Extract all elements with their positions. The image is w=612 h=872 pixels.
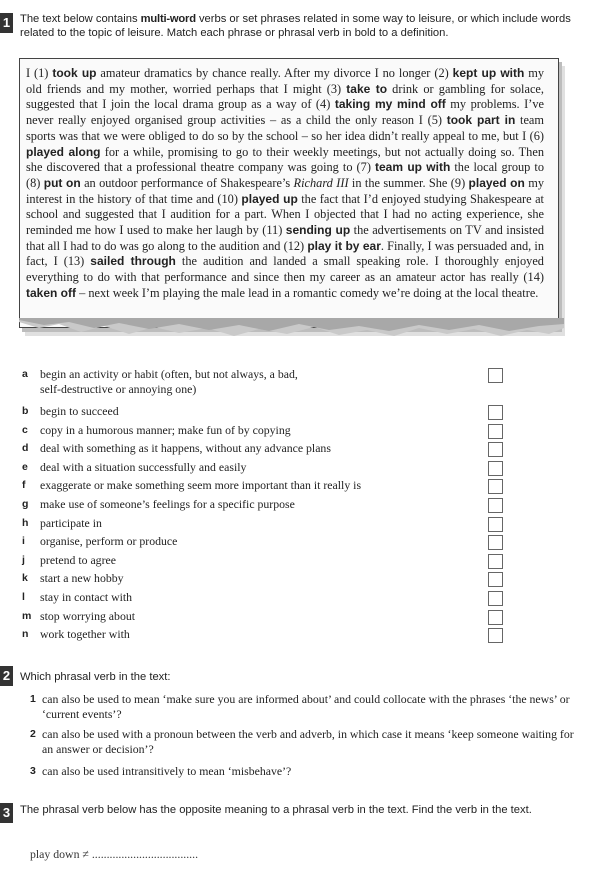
definition-row bbox=[22, 460, 582, 479]
answer-checkbox[interactable] bbox=[488, 461, 503, 476]
definition-row bbox=[22, 590, 582, 609]
definition-text: start a new hobby bbox=[40, 571, 124, 586]
phrasal-verb: played along bbox=[26, 144, 101, 159]
definition-text: deal with a situation successfully and easily bbox=[40, 459, 247, 474]
italic-title: Richard III bbox=[293, 175, 349, 190]
exercise-2-instruction: Which phrasal verb in the text: bbox=[20, 671, 171, 683]
passage-text: the local group to (8) bbox=[26, 160, 544, 190]
phrasal-verb: sending up bbox=[285, 223, 351, 238]
definition-row bbox=[22, 571, 582, 590]
definitions-list bbox=[22, 367, 582, 646]
phrasal-verb: played up bbox=[241, 191, 298, 206]
definition-letter: c bbox=[22, 423, 28, 436]
exercise-3-number: 3 bbox=[0, 803, 13, 823]
passage-text: an outdoor performance of Shakespeare’s bbox=[80, 175, 294, 190]
phrasal-verb: play it by ear bbox=[307, 238, 381, 253]
definition-text: stop worrying about bbox=[40, 608, 136, 623]
definition-letter: i bbox=[22, 535, 25, 548]
answer-checkbox[interactable] bbox=[488, 610, 503, 625]
passage-text: for a while, promising to go to their weekly meetings, but not actually doing so. Then she discovered that a professional theatre company was going to (7) bbox=[26, 144, 544, 175]
answer-line[interactable]: play down ≠ .................................... bbox=[30, 847, 199, 861]
definition-row bbox=[22, 423, 582, 442]
answer-checkbox[interactable] bbox=[488, 535, 503, 550]
phrasal-verb: played on bbox=[468, 175, 525, 190]
definition-row bbox=[22, 627, 582, 646]
answer-checkbox[interactable] bbox=[488, 424, 503, 439]
definition-letter: d bbox=[22, 442, 29, 455]
passage-text: I (1) bbox=[26, 66, 53, 80]
definition-text: stay in contact with bbox=[40, 589, 133, 604]
passage-text: the fact that I’d enjoyed studying Shakespeare at school and suggested that I audition for a part. When I objected that I had no acting experience, she reminded me how I used to make her laugh by (11) bbox=[26, 191, 544, 238]
definition-letter: l bbox=[22, 590, 25, 603]
passage-text: the advertisements on TV and insisted that all I had to do was go along to the audition and (12) bbox=[26, 223, 545, 253]
exercise-2-number: 2 bbox=[0, 666, 13, 686]
definition-text: pretend to agree bbox=[40, 552, 116, 567]
definition-text: copy in a humorous manner; make fun of by copying bbox=[40, 422, 291, 437]
answer-checkbox[interactable] bbox=[488, 554, 503, 569]
definition-text: organise, perform or produce bbox=[40, 534, 178, 549]
exercise-3-instruction: The phrasal verb below has the opposite meaning to a phrasal verb in the text. Find the verb in the text. bbox=[20, 804, 532, 816]
answer-checkbox[interactable] bbox=[488, 442, 503, 457]
definition-text: participate in bbox=[40, 515, 102, 530]
definition-row bbox=[22, 404, 582, 423]
definition-row bbox=[22, 609, 582, 628]
answer-checkbox[interactable] bbox=[488, 498, 503, 513]
answer-checkbox[interactable] bbox=[488, 572, 503, 587]
definition-letter: h bbox=[22, 516, 29, 529]
definition-text: deal with something as it happens, without any advance plans bbox=[40, 441, 331, 456]
phrasal-verb: took part in bbox=[446, 113, 516, 128]
phrasal-verb: kept up with bbox=[452, 66, 525, 80]
definition-letter: g bbox=[22, 497, 29, 510]
passage-text: . Finally, I was persuaded and, in fact, I (13) bbox=[26, 238, 544, 269]
definition-row bbox=[22, 478, 582, 497]
passage-text: team sports was that we were obliged to do so by the school – so her idea didn’t really appeal to me, but I (6) bbox=[26, 113, 545, 143]
definition-text: work together with bbox=[40, 627, 130, 642]
exercise-1-instruction: The text below contains multi-word verbs or set phrases related in some way to leisure, or which include words related to the topic of leisure. Match each phrase or phrasal verb in bold to a definition. bbox=[20, 13, 571, 39]
definition-text: exaggerate or make something seem more important than it really is bbox=[40, 478, 362, 493]
phrasal-verb: team up with bbox=[375, 160, 451, 175]
passage-text: my problems. I’ve never really enjoyed organised group activities – as a child the only reason I (5) bbox=[26, 97, 544, 128]
definition-row bbox=[22, 516, 582, 535]
exercise-1-number: 1 bbox=[0, 13, 13, 33]
definition-letter: j bbox=[22, 553, 25, 566]
definition-letter: n bbox=[22, 628, 29, 641]
passage-text: in the summer. She (9) bbox=[348, 175, 469, 190]
phrasal-verb: sailed through bbox=[90, 254, 176, 269]
phrasal-verb: put on bbox=[43, 175, 81, 190]
answer-checkbox[interactable] bbox=[488, 405, 503, 420]
answer-checkbox[interactable] bbox=[488, 368, 503, 383]
definition-letter: b bbox=[22, 405, 29, 417]
passage-text: the audition and landed a small speaking role. I thoroughly enjoyed everything to do with that performance and since then my career as an amateur actor has really (14) bbox=[26, 254, 544, 285]
answer-checkbox[interactable] bbox=[488, 479, 503, 494]
definition-letter: k bbox=[22, 572, 28, 585]
answer-checkbox[interactable] bbox=[488, 628, 503, 643]
passage-text: – next week I’m playing the male lead in a romantic comedy we’re doing at the local theatre. bbox=[76, 285, 539, 300]
phrasal-verb: taking my mind off bbox=[334, 97, 446, 112]
phrasal-verb: taken off bbox=[26, 285, 77, 300]
definition-letter: a bbox=[22, 368, 28, 380]
passage-text: amateur dramatics by chance really. After my divorce I no longer (2) bbox=[96, 66, 453, 80]
definition-row bbox=[22, 441, 582, 460]
phrasal-verb: took up bbox=[52, 66, 97, 80]
definition-row bbox=[22, 553, 582, 572]
definition-letter: e bbox=[22, 460, 28, 473]
definition-text: make use of someone’s feelings for a specific purpose bbox=[40, 496, 295, 511]
passage-text: drink or gambling for solace, suggested that I join the local drama group as a way of (4) bbox=[26, 81, 544, 112]
answer-checkbox[interactable] bbox=[488, 517, 503, 532]
answer-checkbox[interactable] bbox=[488, 591, 503, 606]
definition-row bbox=[22, 497, 582, 516]
passage-text: my old friends and my mother, worried perhaps that I might (3) bbox=[26, 66, 545, 96]
definition-row bbox=[22, 534, 582, 553]
phrasal-verb: take to bbox=[346, 81, 388, 96]
definition-letter: f bbox=[22, 479, 26, 492]
definition-row bbox=[22, 367, 582, 404]
definition-letter: m bbox=[22, 609, 32, 622]
passage-text: my interest in the history of that time and (10) bbox=[26, 175, 544, 206]
definition-text: begin to succeed bbox=[40, 404, 119, 418]
torn-paper-edge bbox=[19, 318, 564, 348]
definition-text: begin an activity or habit (often, but not always, a bad, self-destructive or annoying one) bbox=[40, 367, 298, 396]
reading-passage bbox=[26, 66, 544, 302]
